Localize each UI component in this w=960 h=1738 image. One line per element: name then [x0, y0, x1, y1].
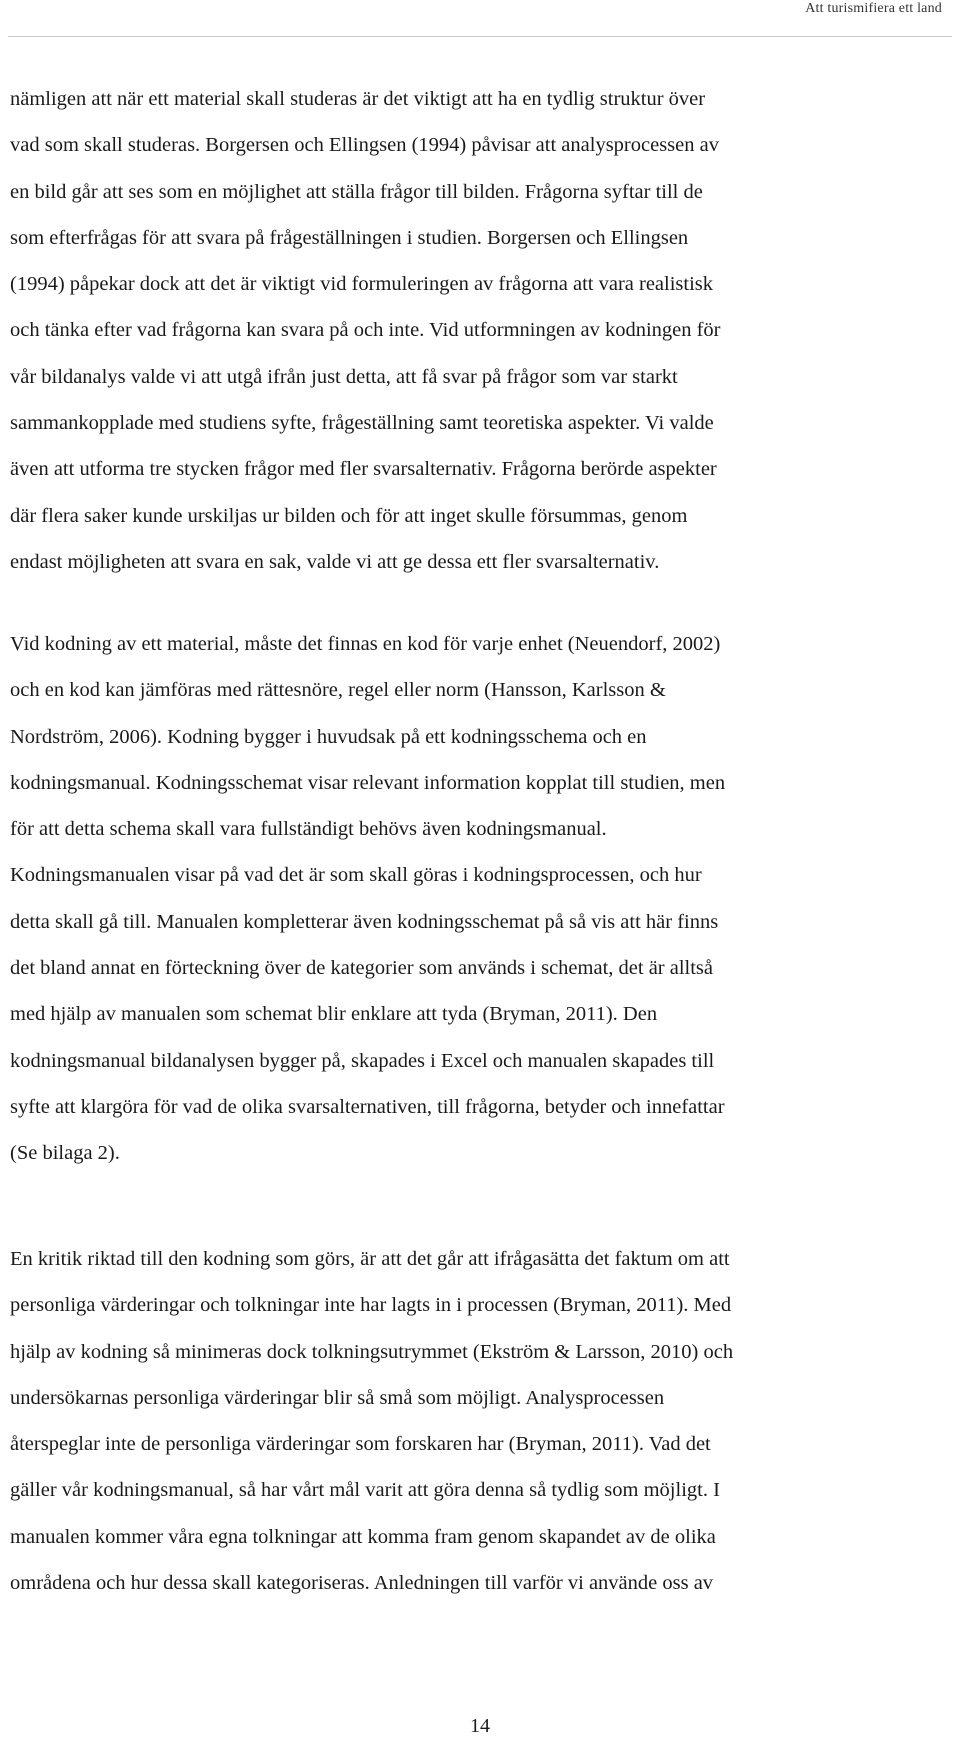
text-line: vår bildanalys valde vi att utgå ifrån just detta, att få svar på frågor som var starkt: [10, 365, 678, 388]
running-header-title: Att turismifiera ett land: [805, 1, 942, 16]
text-line: och en kod kan jämföras med rättesnöre, regel eller norm (Hansson, Karlsson &: [10, 679, 666, 702]
body-paragraph-1: [10, 76, 721, 585]
text-line: Nordström, 2006). Kodning bygger i huvudsak på ett kodningsschema och en: [10, 725, 647, 748]
text-line: där flera saker kunde urskiljas ur bilden och för att inget skulle försummas, genom: [10, 504, 688, 527]
text-line: gäller vår kodningsmanual, så har vårt mål varit att göra denna så tydlig som möjligt. I: [10, 1479, 720, 1502]
text-line: Kodningsmanualen visar på vad det är som skall göras i kodningsprocessen, och hur: [10, 864, 702, 887]
text-line: hjälp av kodning så minimeras dock tolkningsutrymmet (Ekström & Larsson, 2010) och: [10, 1340, 734, 1363]
text-line: nämligen att när ett material skall studeras är det viktigt att ha en tydlig struktur över: [10, 88, 706, 110]
text-line: personliga värderingar och tolkningar inte har lagts in i processen (Bryman, 2011). Med: [10, 1294, 732, 1317]
header-divider: [8, 36, 952, 37]
text-line: och tänka efter vad frågorna kan svara på och inte. Vid utformningen av kodningen för: [10, 319, 721, 342]
text-line: manualen kommer våra egna tolkningar att komma fram genom skapandet av de olika: [10, 1525, 716, 1548]
text-line: sammankopplade med studiens syfte, frågeställning samt teoretiska aspekter. Vi valde: [10, 412, 714, 435]
text-line: (1994) påpekar dock att det är viktigt vid formuleringen av frågorna att vara realistisk: [10, 273, 714, 296]
text-line: för att detta schema skall vara fullständigt behövs även kodningsmanual.: [10, 818, 607, 841]
body-paragraph-3: [10, 1236, 733, 1606]
text-line: kodningsmanual. Kodningsschemat visar relevant information kopplat till studien, men: [10, 771, 726, 794]
text-line: vad som skall studeras. Borgersen och Ellingsen (1994) påvisar att analysprocessen av: [10, 134, 719, 157]
text-line: Vid kodning av ett material, måste det finnas en kod för varje enhet (Neuendorf, 2002): [10, 633, 721, 655]
text-line: återspeglar inte de personliga värderingar som forskaren har (Bryman, 2011). Vad det: [10, 1433, 711, 1456]
text-line: områdena och hur dessa skall kategoriseras. Anledningen till varför vi använde oss av: [10, 1572, 714, 1595]
text-line: undersökarnas personliga värderingar blir så små som möjligt. Analysprocessen: [10, 1386, 665, 1409]
text-line: som efterfrågas för att svara på frågeställningen i studien. Borgersen och Ellingsen: [10, 226, 689, 249]
text-line: En kritik riktad till den kodning som görs, är att det går att ifrågasätta det faktum om att: [10, 1248, 730, 1270]
text-line: (Se bilaga 2).: [10, 1142, 120, 1165]
text-line: syfte att klargöra för vad de olika svarsalternativen, till frågorna, betyder och innefattar: [10, 1095, 725, 1118]
text-line: en bild går att ses som en möjlighet att ställa frågor till bilden. Frågorna syftar till de: [10, 180, 703, 203]
text-line: det bland annat en förteckning över de kategorier som används i schemat, det är alltså: [10, 957, 714, 980]
text-line: endast möjligheten att svara en sak, valde vi att ge dessa ett fler svarsalternativ.: [10, 550, 660, 573]
text-line: även att utforma tre stycken frågor med fler svarsalternativ. Frågorna berörde aspekter: [10, 458, 717, 481]
page-number: 14: [470, 1715, 490, 1737]
body-paragraph-2: [10, 621, 725, 1177]
text-line: med hjälp av manualen som schemat blir enklare att tyda (Bryman, 2011). Den: [10, 1003, 658, 1026]
text-line: kodningsmanual bildanalysen bygger på, skapades i Excel och manualen skapades till: [10, 1049, 715, 1072]
text-line: detta skall gå till. Manualen kompletterar även kodningsschemat på så vis att här finns: [10, 910, 719, 933]
